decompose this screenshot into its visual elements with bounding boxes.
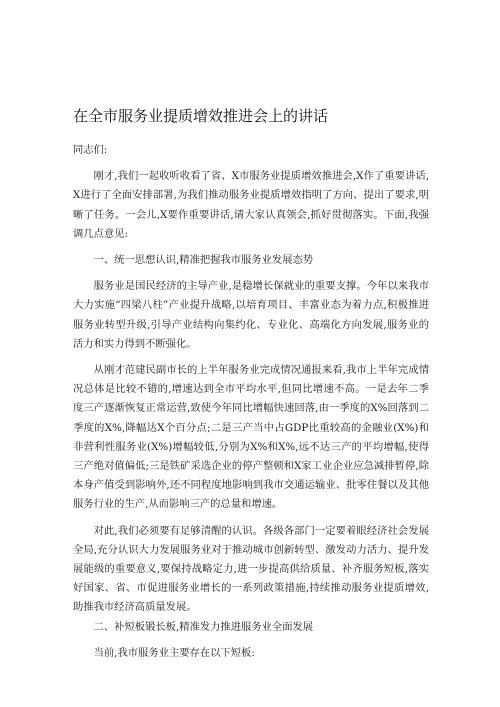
paragraph-awareness: 对此,我们必须要有足够清醒的认识。各级各部门一定要着眼经济社会发展全局,充分认识大力发展服务业对于推动城市创新转型、激发动力活力、提升发展能级的重要意义,要保持战略定力,进一步提高供给质量、补齐服务短板,落实好国家、省、市促进服务业增长的一系列政策措施,持续推动服务业提质增效,助推我市经济高质量发展。: [73, 524, 429, 614]
document-title: 在全市服务业提质增效推进会上的讲话: [73, 107, 329, 125]
paragraph-shortcomings: 当前,我市服务业主要存在以下短板:: [93, 646, 255, 659]
paragraph-service-industry: 服务业是国民经济的主导产业,是稳增长保就业的重要支撑。今年以来我市大力实施“四梁八柱”产业提升战略,以培育项目、丰富业态为着力点,积极推进服务业转型升级,引导产业结构向集约化、专业化、高端化方向发展,服务业的活力和实力得到不断强化。: [73, 280, 429, 350]
salutation: 同志们:: [73, 144, 108, 156]
section-heading-2: 二、补短板锻长板,精准发力推进服务业全面发展: [93, 620, 314, 633]
section-heading-1: 一、统一思想认识,精准把握我市服务业发展态势: [93, 254, 314, 267]
paragraph-intro: 刚才,我们一起收听收看了省、X市服务业提质增效推进会,X作了重要讲话,X进行了全面安排部署,为我们推动服务业提质增效指明了方向、提出了要求,明晰了任务。一会儿,X要作重要讲话,请大家认真领会,抓好贯彻落实。下面,我强调几点意见:: [73, 170, 429, 240]
paragraph-first-half-report: 从刚才范建民副市长的上半年服务业完成情况通报来看,我市上半年完成情况总体是比较不错的,增速达到全市平均水平,但同比增速不高。一是去年二季度三产逐渐恢复正常运营,致使今年同比增幅快速回落,由一季度的X%回落到二季度的X%,降幅达X个百分点;二是三产当中占GDP比重较高的金融业(X%)和非营利性服务业(X%)增幅较低,分别为X%和X%,远不达三产的平均增幅,使得三产绝对值偏低;三是铁矿采选企业的停产整顿和X家工业企业应急减排暂停,除本身产值受到影响外,还不同程度地影响到我市交通运输业、批零住餐以及其他服务行业的生产,从而影响三产的总量和增速。: [73, 364, 429, 511]
document-body: [73, 141, 429, 663]
